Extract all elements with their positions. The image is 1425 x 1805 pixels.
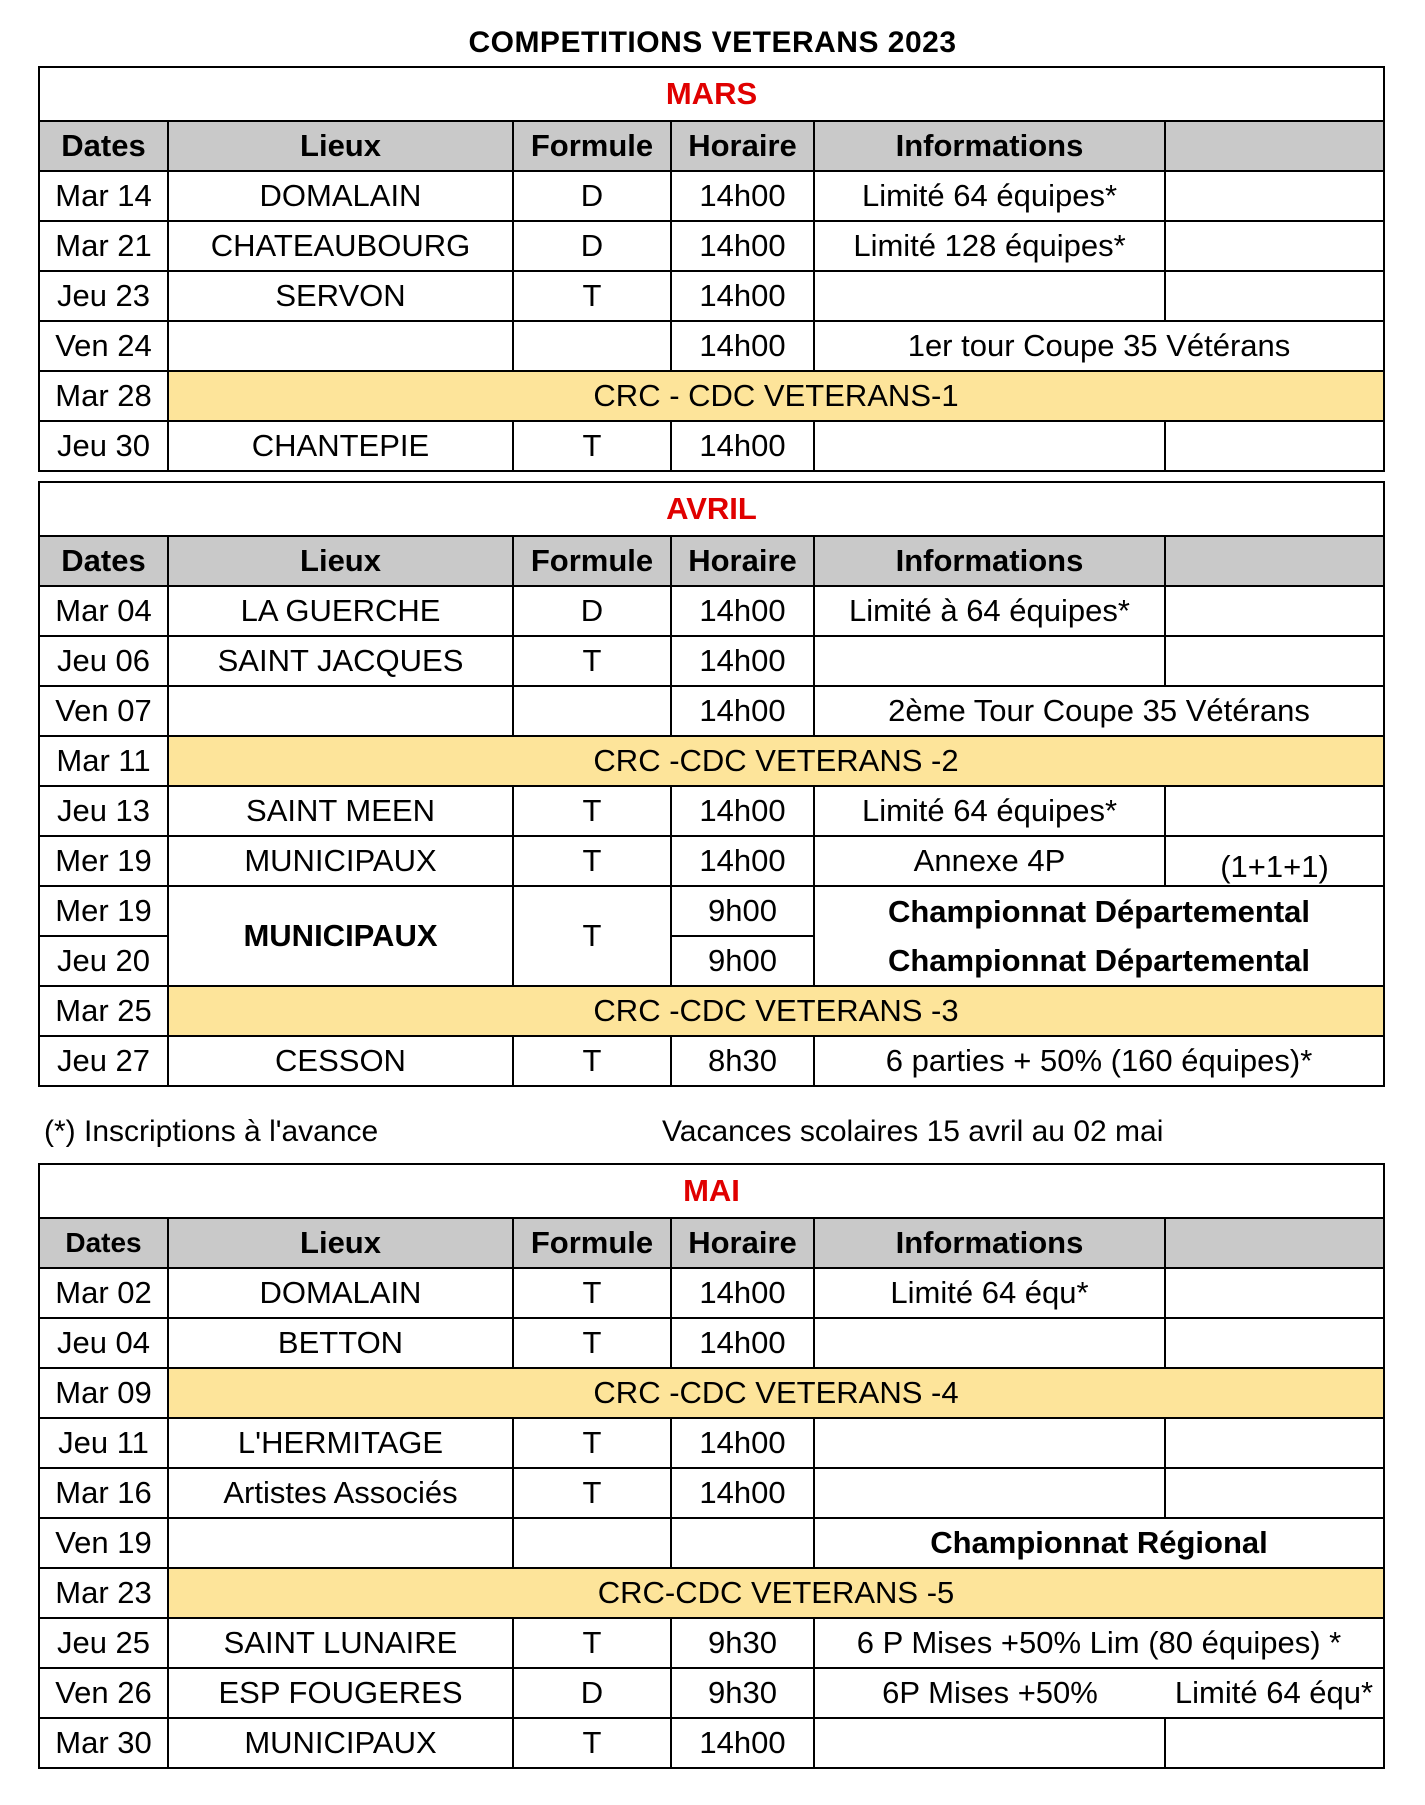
formule-cell: T xyxy=(513,1618,671,1668)
horaire-cell: 8h30 xyxy=(671,1036,814,1085)
info-cell xyxy=(814,1418,1165,1468)
table-row xyxy=(40,1036,1383,1085)
note-inscriptions: (*) Inscriptions à l'avance xyxy=(44,1115,379,1148)
formule-cell: T xyxy=(513,886,671,986)
header-extra xyxy=(1165,537,1383,586)
info-cell: Limité 64 équipes* xyxy=(814,786,1165,836)
date-cell: Mar 11 xyxy=(40,736,168,786)
info-cell: 1er tour Coupe 35 Vétérans xyxy=(814,321,1383,371)
lieu-cell xyxy=(168,1518,513,1568)
formule-cell: D xyxy=(513,171,671,221)
lieu-cell: MUNICIPAUX xyxy=(168,836,513,886)
info-cell: 6 P Mises +50% Lim (80 équipes) * xyxy=(814,1618,1383,1668)
horaire-cell: 14h00 xyxy=(671,321,814,371)
header-dates: Dates xyxy=(40,122,168,171)
horaire-cell: 14h00 xyxy=(671,686,814,736)
date-cell: Jeu 27 xyxy=(40,1036,168,1085)
date-cell: Mar 25 xyxy=(40,986,168,1036)
table-row xyxy=(40,686,1383,736)
info-cell xyxy=(814,1468,1165,1518)
lieu-cell: Artistes Associés xyxy=(168,1468,513,1518)
header-horaire: Horaire xyxy=(671,122,814,171)
table-row xyxy=(40,1518,1383,1568)
lieu-cell: CESSON xyxy=(168,1036,513,1085)
formule-cell: T xyxy=(513,836,671,886)
date-cell: Mar 21 xyxy=(40,221,168,271)
date-cell: Jeu 25 xyxy=(40,1618,168,1668)
extra-cell xyxy=(1165,586,1383,636)
lieu-cell: LA GUERCHE xyxy=(168,586,513,636)
horaire-cell: 14h00 xyxy=(671,1318,814,1368)
lieu-cell: SERVON xyxy=(168,271,513,321)
info-cell: Championnat Départemental xyxy=(814,936,1383,986)
date-cell: Ven 24 xyxy=(40,321,168,371)
info-cell: 2ème Tour Coupe 35 Vétérans xyxy=(814,686,1383,736)
formule-cell: T xyxy=(513,421,671,470)
formule-cell: T xyxy=(513,636,671,686)
horaire-cell: 9h30 xyxy=(671,1618,814,1668)
formule-cell: D xyxy=(513,586,671,636)
horaire-cell: 14h00 xyxy=(671,1268,814,1318)
horaire-cell: 9h30 xyxy=(671,1668,814,1718)
header-row xyxy=(40,537,1383,586)
date-cell: Mar 04 xyxy=(40,586,168,636)
extra-cell xyxy=(1165,1718,1383,1767)
date-cell: Mar 28 xyxy=(40,371,168,421)
horaire-cell: 14h00 xyxy=(671,171,814,221)
extra-cell: (1+1+1) xyxy=(1165,836,1383,886)
avril-table xyxy=(38,481,1385,1087)
header-extra xyxy=(1165,1219,1383,1268)
formule-cell: T xyxy=(513,1268,671,1318)
date-cell: Jeu 20 xyxy=(40,936,168,986)
document-title: COMPETITIONS VETERANS 2023 xyxy=(468,26,957,59)
extra-cell xyxy=(1165,1468,1383,1518)
info-cell xyxy=(814,1718,1165,1767)
formule-cell: T xyxy=(513,1468,671,1518)
mai-table xyxy=(38,1163,1385,1769)
formule-cell: T xyxy=(513,1318,671,1368)
table-row xyxy=(40,1318,1383,1368)
info-cell xyxy=(814,421,1165,470)
extra-cell xyxy=(1165,421,1383,470)
table-row xyxy=(40,636,1383,686)
table-row xyxy=(40,221,1383,271)
lieu-cell: SAINT MEEN xyxy=(168,786,513,836)
extra-cell: Limité 64 équ* xyxy=(1165,1668,1383,1718)
header-formule: Formule xyxy=(513,122,671,171)
table-row xyxy=(40,786,1383,836)
horaire-cell: 14h00 xyxy=(671,221,814,271)
horaire-cell: 14h00 xyxy=(671,1418,814,1468)
formule-cell: T xyxy=(513,1718,671,1767)
crc-band: CRC-CDC VETERANS -5 xyxy=(168,1568,1383,1618)
date-cell: Mar 30 xyxy=(40,1718,168,1767)
crc-band: CRC -CDC VETERANS -2 xyxy=(168,736,1383,786)
table-row xyxy=(40,886,1383,936)
header-formule: Formule xyxy=(513,1219,671,1268)
date-cell: Mar 09 xyxy=(40,1368,168,1418)
extra-cell xyxy=(1165,221,1383,271)
date-cell: Mar 16 xyxy=(40,1468,168,1518)
info-cell: Championnat Départemental xyxy=(814,886,1383,936)
header-dates: Dates xyxy=(40,1219,168,1268)
crc-band: CRC -CDC VETERANS -3 xyxy=(168,986,1383,1036)
extra-cell xyxy=(1165,1418,1383,1468)
formule-cell xyxy=(513,686,671,736)
date-cell: Mar 02 xyxy=(40,1268,168,1318)
formule-cell: T xyxy=(513,1418,671,1468)
table-row xyxy=(40,171,1383,221)
table-row xyxy=(40,1668,1383,1718)
date-cell: Jeu 06 xyxy=(40,636,168,686)
note-vacances: Vacances scolaires 15 avril au 02 mai xyxy=(662,1115,1164,1148)
horaire-cell: 14h00 xyxy=(671,421,814,470)
horaire-cell: 14h00 xyxy=(671,786,814,836)
extra-cell xyxy=(1165,636,1383,686)
info-cell xyxy=(814,271,1165,321)
extra-cell xyxy=(1165,786,1383,836)
crc-band: CRC -CDC VETERANS -4 xyxy=(168,1368,1383,1418)
lieu-cell: CHANTEPIE xyxy=(168,421,513,470)
lieu-cell: L'HERMITAGE xyxy=(168,1418,513,1468)
info-cell: 6 parties + 50% (160 équipes)* xyxy=(814,1036,1383,1085)
horaire-cell: 9h00 xyxy=(671,886,814,936)
date-cell: Jeu 13 xyxy=(40,786,168,836)
header-informations: Informations xyxy=(814,537,1165,586)
crc-row xyxy=(40,1568,1383,1618)
header-lieux: Lieux xyxy=(168,122,513,171)
lieu-cell: DOMALAIN xyxy=(168,171,513,221)
extra-cell xyxy=(1165,171,1383,221)
header-informations: Informations xyxy=(814,122,1165,171)
date-cell: Ven 19 xyxy=(40,1518,168,1568)
crc-band: CRC - CDC VETERANS-1 xyxy=(168,371,1383,421)
table-row xyxy=(40,1468,1383,1518)
lieu-cell: MUNICIPAUX xyxy=(168,886,513,986)
header-formule: Formule xyxy=(513,537,671,586)
formule-cell: D xyxy=(513,1668,671,1718)
table-row xyxy=(40,1418,1383,1468)
header-row xyxy=(40,1219,1383,1268)
info-cell: Limité 64 équ* xyxy=(814,1268,1165,1318)
header-row xyxy=(40,122,1383,171)
date-cell: Jeu 04 xyxy=(40,1318,168,1368)
header-horaire: Horaire xyxy=(671,537,814,586)
header-lieux: Lieux xyxy=(168,537,513,586)
header-extra xyxy=(1165,122,1383,171)
crc-row xyxy=(40,986,1383,1036)
table-row xyxy=(40,271,1383,321)
info-cell: 6P Mises +50% xyxy=(814,1668,1165,1718)
date-cell: Jeu 11 xyxy=(40,1418,168,1468)
info-cell xyxy=(814,1318,1165,1368)
month-title-mars: MARS xyxy=(40,68,1383,122)
date-cell: Ven 07 xyxy=(40,686,168,736)
horaire-cell xyxy=(671,1518,814,1568)
table-row xyxy=(40,1718,1383,1767)
extra-cell xyxy=(1165,1268,1383,1318)
table-row xyxy=(40,836,1383,886)
info-cell: Annexe 4P xyxy=(814,836,1165,886)
lieu-cell: CHATEAUBOURG xyxy=(168,221,513,271)
horaire-cell: 14h00 xyxy=(671,271,814,321)
crc-row xyxy=(40,371,1383,421)
mars-table xyxy=(38,66,1385,472)
header-informations: Informations xyxy=(814,1219,1165,1268)
lieu-cell xyxy=(168,321,513,371)
horaire-cell: 14h00 xyxy=(671,1468,814,1518)
table-row xyxy=(40,421,1383,470)
lieu-cell xyxy=(168,686,513,736)
horaire-cell: 14h00 xyxy=(671,636,814,686)
date-cell: Mar 14 xyxy=(40,171,168,221)
lieu-cell: MUNICIPAUX xyxy=(168,1718,513,1767)
date-cell: Mar 23 xyxy=(40,1568,168,1618)
table-row xyxy=(40,1268,1383,1318)
date-cell: Mer 19 xyxy=(40,886,168,936)
lieu-cell: DOMALAIN xyxy=(168,1268,513,1318)
header-horaire: Horaire xyxy=(671,1219,814,1268)
month-title-mai: MAI xyxy=(40,1165,1383,1219)
formule-cell: T xyxy=(513,786,671,836)
formule-cell: T xyxy=(513,271,671,321)
info-cell xyxy=(814,636,1165,686)
formule-cell xyxy=(513,1518,671,1568)
horaire-cell: 9h00 xyxy=(671,936,814,986)
table-row xyxy=(40,321,1383,371)
lieu-cell: ESP FOUGERES xyxy=(168,1668,513,1718)
lieu-cell: BETTON xyxy=(168,1318,513,1368)
lieu-cell: SAINT JACQUES xyxy=(168,636,513,686)
horaire-cell: 14h00 xyxy=(671,1718,814,1767)
date-cell: Jeu 30 xyxy=(40,421,168,470)
formule-cell: T xyxy=(513,1036,671,1085)
formule-cell xyxy=(513,321,671,371)
lieu-cell: SAINT LUNAIRE xyxy=(168,1618,513,1668)
horaire-cell: 14h00 xyxy=(671,586,814,636)
extra-cell xyxy=(1165,271,1383,321)
month-title-avril: AVRIL xyxy=(40,483,1383,537)
info-cell: Championnat Régional xyxy=(814,1518,1383,1568)
crc-row xyxy=(40,736,1383,786)
date-cell: Ven 26 xyxy=(40,1668,168,1718)
horaire-cell: 14h00 xyxy=(671,836,814,886)
info-cell: Limité 128 équipes* xyxy=(814,221,1165,271)
crc-row xyxy=(40,1368,1383,1418)
table-row xyxy=(40,586,1383,636)
date-cell: Mer 19 xyxy=(40,836,168,886)
info-cell: Limité à 64 équipes* xyxy=(814,586,1165,636)
date-cell: Jeu 23 xyxy=(40,271,168,321)
formule-cell: D xyxy=(513,221,671,271)
header-lieux: Lieux xyxy=(168,1219,513,1268)
table-row xyxy=(40,1618,1383,1668)
extra-cell xyxy=(1165,1318,1383,1368)
info-cell: Limité 64 équipes* xyxy=(814,171,1165,221)
header-dates: Dates xyxy=(40,537,168,586)
